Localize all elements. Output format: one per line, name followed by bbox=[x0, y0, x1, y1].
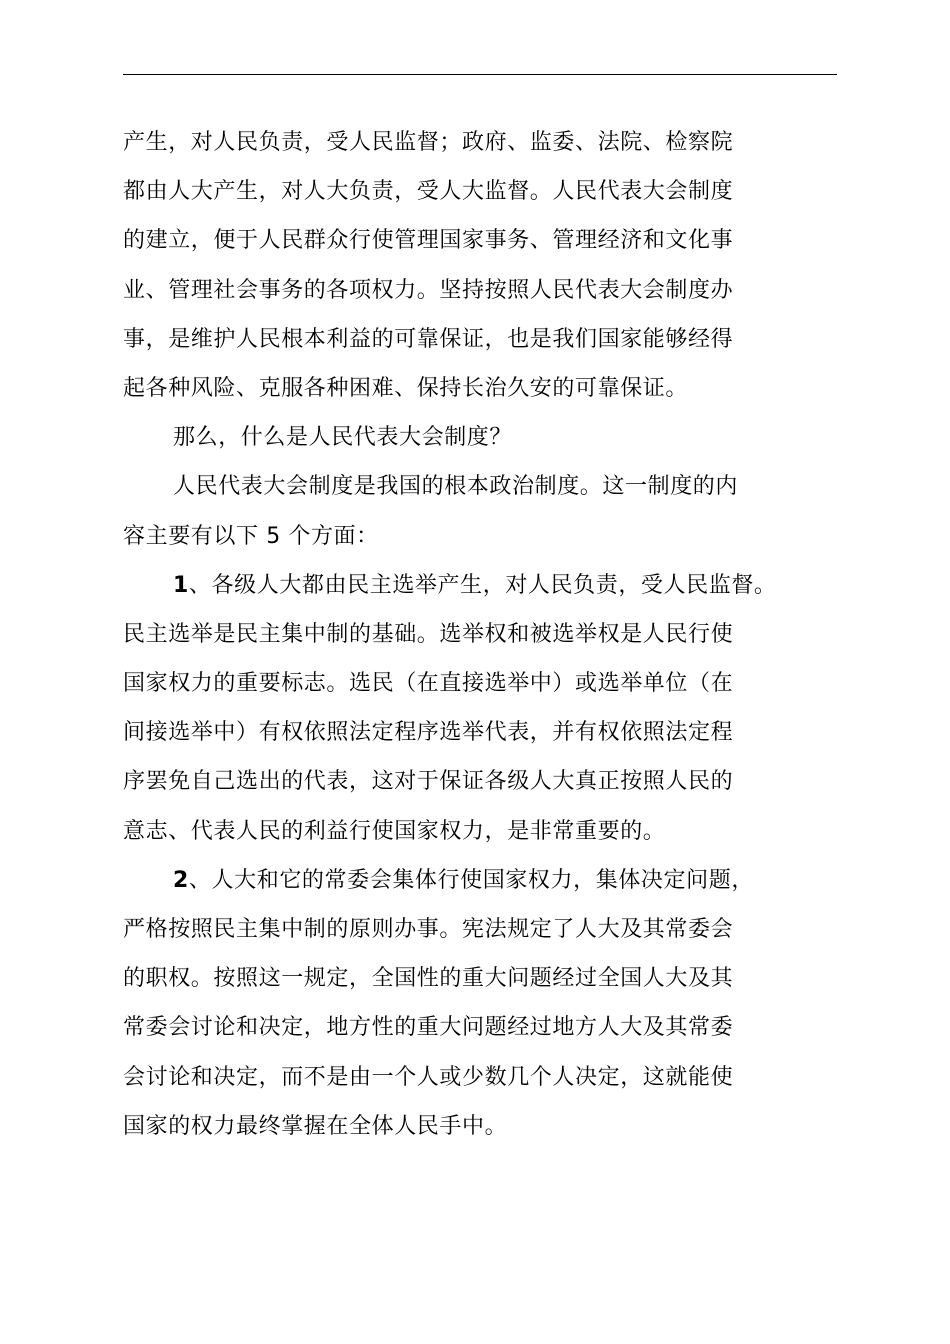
text-line bbox=[123, 364, 837, 413]
header-rule bbox=[123, 74, 837, 75]
text-line bbox=[123, 757, 837, 806]
line-text: 国家权力的重要标志。选民（在直接选举中）或选举单位（在 bbox=[123, 671, 734, 697]
text-line bbox=[123, 462, 837, 511]
line-text: 都由人大产生，对人大负责，受人大监督。人民代表大会制度 bbox=[123, 179, 734, 205]
line-text: 的职权。按照这一规定，全国性的重大问题经过全国人大及其 bbox=[123, 966, 734, 992]
line-text: 的建立，便于人民群众行使管理国家事务、管理经济和文化事 bbox=[123, 228, 734, 254]
text-line bbox=[123, 954, 837, 1003]
text-line bbox=[123, 856, 837, 905]
line-text: 意志、代表人民的利益行使国家权力，是非常重要的。 bbox=[123, 818, 666, 844]
text-line bbox=[123, 118, 837, 167]
line-text: 事，是维护人民根本利益的可靠保证，也是我们国家能够经得 bbox=[123, 326, 734, 352]
text-line bbox=[123, 610, 837, 659]
text-line bbox=[123, 561, 837, 610]
line-text: 国家的权力最终掌握在全体人民手中。 bbox=[123, 1113, 508, 1139]
line-text: 起各种风险、克服各种困难、保持长治久安的可靠保证。 bbox=[123, 375, 689, 401]
text-line bbox=[123, 266, 837, 315]
text-line bbox=[123, 659, 837, 708]
line-text: 民主选举是民主集中制的基础。选举权和被选举权是人民行使 bbox=[123, 621, 734, 647]
line-text: 严格按照民主集中制的原则办事。宪法规定了人大及其常委会 bbox=[123, 917, 734, 942]
line-text: 那么，什么是人民代表大会制度？ bbox=[173, 425, 513, 451]
line-text: 人民代表大会制度是我国的根本政治制度。这一制度的内 bbox=[173, 474, 739, 500]
line-text: 产生，对人民负责，受人民监督；政府、监委、法院、检察院 bbox=[123, 130, 734, 155]
line-text: 会讨论和决定，而不是由一个人或少数几个人决定，这就能使 bbox=[123, 1064, 734, 1090]
text-line bbox=[123, 1003, 837, 1052]
line-text: 、各级人大都由民主选举产生，对人民负责，受人民监督。 bbox=[188, 572, 777, 598]
text-line bbox=[123, 1102, 837, 1151]
text-line bbox=[123, 708, 837, 757]
text-line bbox=[123, 1053, 837, 1102]
body-text bbox=[123, 118, 837, 1151]
text-line bbox=[123, 807, 837, 856]
list-number: 2 bbox=[173, 867, 189, 893]
line-text: 序罢免自己选出的代表，这对于保证各级人大真正按照人民的 bbox=[123, 769, 734, 795]
line-text: 容主要有以下 5 个方面： bbox=[123, 523, 379, 549]
text-line bbox=[123, 315, 837, 364]
text-line bbox=[123, 413, 837, 462]
line-text: 业、管理社会事务的各项权力。坚持按照人民代表大会制度办 bbox=[123, 277, 734, 303]
list-number: 1 bbox=[173, 572, 189, 598]
text-line bbox=[123, 512, 837, 561]
line-text: 、人大和它的常委会集体行使国家权力，集体决定问题， bbox=[188, 867, 754, 893]
text-line bbox=[123, 216, 837, 265]
line-text: 常委会讨论和决定，地方性的重大问题经过地方人大及其常委 bbox=[123, 1015, 734, 1041]
text-line bbox=[123, 167, 837, 216]
line-text: 间接选举中）有权依照法定程序选举代表，并有权依照法定程 bbox=[123, 720, 734, 746]
text-line bbox=[123, 905, 837, 954]
